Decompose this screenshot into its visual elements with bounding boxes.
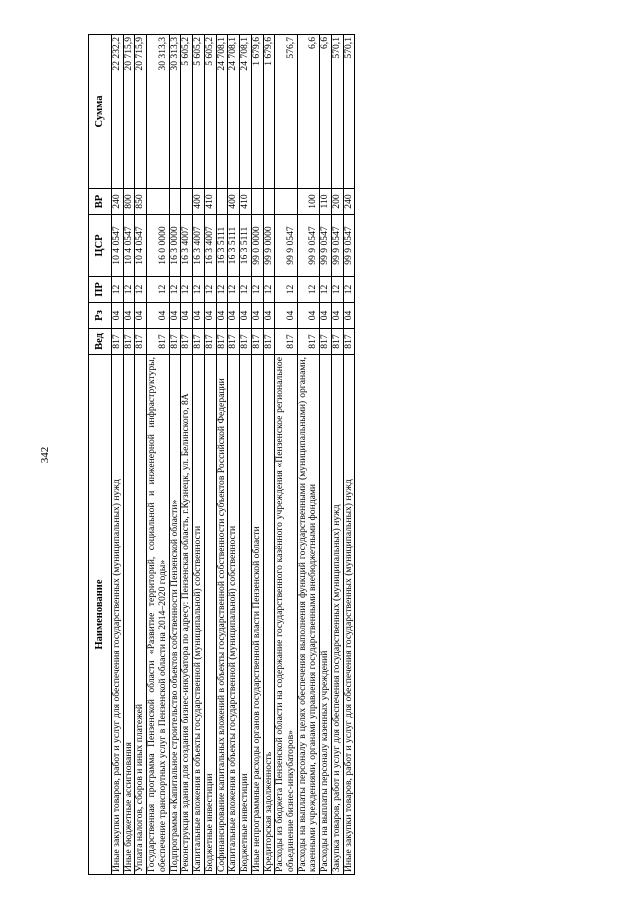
cell-vr: 240	[343, 189, 355, 215]
cell-name: Государственная программа Пензенской области «Развитие территорий, социальной и инженерной инфраструктуры, обеспечение транспортных услуг в Пензенской области на 2014–2020 годы»	[147, 355, 169, 875]
cell-vr	[275, 189, 297, 215]
cell-pr: 12	[135, 277, 147, 303]
cell-pr: 12	[228, 277, 240, 303]
cell-csr: 99 9 0547	[320, 215, 332, 277]
cell-rz: 04	[216, 303, 228, 329]
cell-ved: 817	[263, 329, 275, 355]
cell-rz: 04	[331, 303, 343, 329]
cell-name: Уплата налогов, сборов и иных платежей	[135, 355, 147, 875]
table-row	[112, 35, 124, 875]
table-row	[251, 35, 263, 875]
cell-ved: 817	[204, 329, 216, 355]
table-row	[193, 35, 205, 875]
cell-rz: 04	[251, 303, 263, 329]
table-row	[135, 35, 147, 875]
cell-vr: 410	[240, 189, 252, 215]
header-sum: Сумма	[89, 35, 112, 189]
cell-rz: 04	[228, 303, 240, 329]
cell-vr: 410	[204, 189, 216, 215]
cell-csr: 16 3 4007	[193, 215, 205, 277]
header-vr: ВР	[89, 189, 112, 215]
cell-pr: 12	[112, 277, 124, 303]
cell-sum: 20 715,9	[123, 35, 135, 189]
cell-pr: 12	[320, 277, 332, 303]
cell-name: Иные закупки товаров, работ и услуг для обеспечения государственных (муниципальных) нужд	[112, 355, 124, 875]
cell-sum: 6,6	[320, 35, 332, 189]
cell-sum: 24 708,1	[240, 35, 252, 189]
cell-csr: 16 3 5111	[240, 215, 252, 277]
cell-ved: 817	[320, 329, 332, 355]
cell-sum: 20 715,9	[135, 35, 147, 189]
table-row	[275, 35, 297, 875]
cell-sum: 1 679,6	[251, 35, 263, 189]
cell-name: Закупка товаров, работ и услуг для обеспечения государственных (муниципальных) нужд	[331, 355, 343, 875]
table-row	[343, 35, 355, 875]
cell-sum: 24 708,1	[228, 35, 240, 189]
cell-pr: 12	[275, 277, 297, 303]
cell-ved: 817	[112, 329, 124, 355]
table-header-row	[89, 35, 112, 875]
cell-ved: 817	[181, 329, 193, 355]
cell-rz: 04	[204, 303, 216, 329]
rotated-table-container	[88, 35, 355, 875]
cell-name: Расходы из бюджета Пензенской области на содержание государственного казённого учреждения «Пензенское региональное объединение бизнес-инкубаторов»	[275, 355, 297, 875]
cell-csr: 16 3 4007	[204, 215, 216, 277]
cell-rz: 04	[123, 303, 135, 329]
table-row	[331, 35, 343, 875]
cell-sum: 30 313,3	[147, 35, 169, 189]
budget-table	[88, 34, 355, 875]
cell-csr: 99 0 0000	[251, 215, 263, 277]
cell-vr	[147, 189, 169, 215]
cell-pr: 12	[193, 277, 205, 303]
cell-sum: 24 708,1	[216, 35, 228, 189]
cell-csr: 99 9 0000	[263, 215, 275, 277]
table-row	[240, 35, 252, 875]
cell-pr: 12	[204, 277, 216, 303]
header-pr: ПР	[89, 277, 112, 303]
table-row	[216, 35, 228, 875]
cell-ved: 817	[216, 329, 228, 355]
cell-csr: 99 9 0547	[331, 215, 343, 277]
table-row	[147, 35, 169, 875]
cell-sum: 6,6	[297, 35, 319, 189]
cell-pr: 12	[181, 277, 193, 303]
page-number: 342	[39, 446, 51, 464]
cell-rz: 04	[263, 303, 275, 329]
cell-pr: 12	[147, 277, 169, 303]
cell-ved: 817	[275, 329, 297, 355]
cell-vr	[181, 189, 193, 215]
cell-vr	[263, 189, 275, 215]
cell-pr: 12	[297, 277, 319, 303]
cell-ved: 817	[135, 329, 147, 355]
cell-name: Софинансирование капитальных вложений в объекты государственной собственности субъектов Российской Федерации	[216, 355, 228, 875]
cell-csr: 99 9 0547	[275, 215, 297, 277]
cell-csr: 16 0 0000	[147, 215, 169, 277]
cell-name: Иные закупки товаров, работ и услуг для обеспечения государственных (муниципальных) нужд	[343, 355, 355, 875]
cell-pr: 12	[343, 277, 355, 303]
cell-pr: 12	[169, 277, 181, 303]
cell-csr: 99 9 0547	[297, 215, 319, 277]
cell-rz: 04	[112, 303, 124, 329]
cell-sum: 22 232,2	[112, 35, 124, 189]
cell-pr: 12	[123, 277, 135, 303]
cell-ved: 817	[331, 329, 343, 355]
cell-sum: 576,7	[275, 35, 297, 189]
cell-ved: 817	[123, 329, 135, 355]
cell-pr: 12	[216, 277, 228, 303]
cell-ved: 817	[251, 329, 263, 355]
cell-ved: 817	[193, 329, 205, 355]
table-row	[123, 35, 135, 875]
cell-sum: 570,1	[343, 35, 355, 189]
cell-sum: 5 605,2	[193, 35, 205, 189]
cell-vr: 200	[331, 189, 343, 215]
cell-rz: 04	[181, 303, 193, 329]
cell-vr	[251, 189, 263, 215]
cell-name: Реконструкция здания для создания бизнес-инкубатора по адресу: Пензенская область, г.Кузнецк, ул. Белинского, 8А	[181, 355, 193, 875]
cell-ved: 817	[228, 329, 240, 355]
cell-name: Иные непрограммные расходы органов государственной власти Пензенской области	[251, 355, 263, 875]
cell-ved: 817	[169, 329, 181, 355]
cell-vr	[216, 189, 228, 215]
cell-rz: 04	[343, 303, 355, 329]
cell-vr	[169, 189, 181, 215]
cell-pr: 12	[240, 277, 252, 303]
cell-rz: 04	[135, 303, 147, 329]
cell-rz: 04	[169, 303, 181, 329]
cell-csr: 10 4 0547	[123, 215, 135, 277]
table-row	[297, 35, 319, 875]
cell-ved: 817	[240, 329, 252, 355]
cell-rz: 04	[320, 303, 332, 329]
cell-sum: 570,1	[331, 35, 343, 189]
cell-vr: 400	[228, 189, 240, 215]
cell-vr: 110	[320, 189, 332, 215]
cell-name: Подпрограмма «Капитальное строительство объектов собственности Пензенской области»	[169, 355, 181, 875]
header-ved: Вед	[89, 329, 112, 355]
cell-sum: 30 313,3	[169, 35, 181, 189]
cell-pr: 12	[331, 277, 343, 303]
cell-csr: 16 3 5111	[228, 215, 240, 277]
cell-name: Капитальные вложения в объекты государственной (муниципальной) собственности	[228, 355, 240, 875]
cell-ved: 817	[297, 329, 319, 355]
table-row	[320, 35, 332, 875]
header-rz: Рз	[89, 303, 112, 329]
cell-csr: 99 9 0547	[343, 215, 355, 277]
cell-name: Расходы на выплаты персоналу в целях обеспечения выполнения функций государственными (муниципальными) органами, казенными учреждениями, органами управления государственными внебюджетными фондами	[297, 355, 319, 875]
cell-name: Капитальные вложения в объекты государственной (муниципальной) собственности	[193, 355, 205, 875]
cell-name: Бюджетные инвестиции	[204, 355, 216, 875]
cell-sum: 5 605,2	[181, 35, 193, 189]
cell-csr: 10 4 0547	[112, 215, 124, 277]
cell-vr: 850	[135, 189, 147, 215]
cell-pr: 12	[251, 277, 263, 303]
cell-rz: 04	[193, 303, 205, 329]
cell-name: Кредиторская задолженность	[263, 355, 275, 875]
table-row	[169, 35, 181, 875]
header-csr: ЦСР	[89, 215, 112, 277]
header-name: Наименование	[89, 355, 112, 875]
table-row	[228, 35, 240, 875]
cell-rz: 04	[297, 303, 319, 329]
cell-pr: 12	[263, 277, 275, 303]
cell-ved: 817	[147, 329, 169, 355]
cell-sum: 1 679,6	[263, 35, 275, 189]
table-row	[263, 35, 275, 875]
cell-ved: 817	[343, 329, 355, 355]
table-row	[181, 35, 193, 875]
cell-vr: 400	[193, 189, 205, 215]
cell-rz: 04	[275, 303, 297, 329]
cell-csr: 16 3 0000	[169, 215, 181, 277]
cell-rz: 04	[147, 303, 169, 329]
cell-vr: 800	[123, 189, 135, 215]
cell-sum: 5 605,2	[204, 35, 216, 189]
cell-vr: 100	[297, 189, 319, 215]
cell-rz: 04	[240, 303, 252, 329]
table-row	[204, 35, 216, 875]
cell-csr: 16 3 4007	[181, 215, 193, 277]
cell-name: Бюджетные инвестиции	[240, 355, 252, 875]
table-body	[112, 35, 355, 875]
cell-vr: 240	[112, 189, 124, 215]
cell-csr: 16 3 5111	[216, 215, 228, 277]
cell-name: Иные бюджетные ассигнования	[123, 355, 135, 875]
cell-name: Расходы на выплаты персоналу казенных учреждений	[320, 355, 332, 875]
cell-csr: 10 4 0547	[135, 215, 147, 277]
